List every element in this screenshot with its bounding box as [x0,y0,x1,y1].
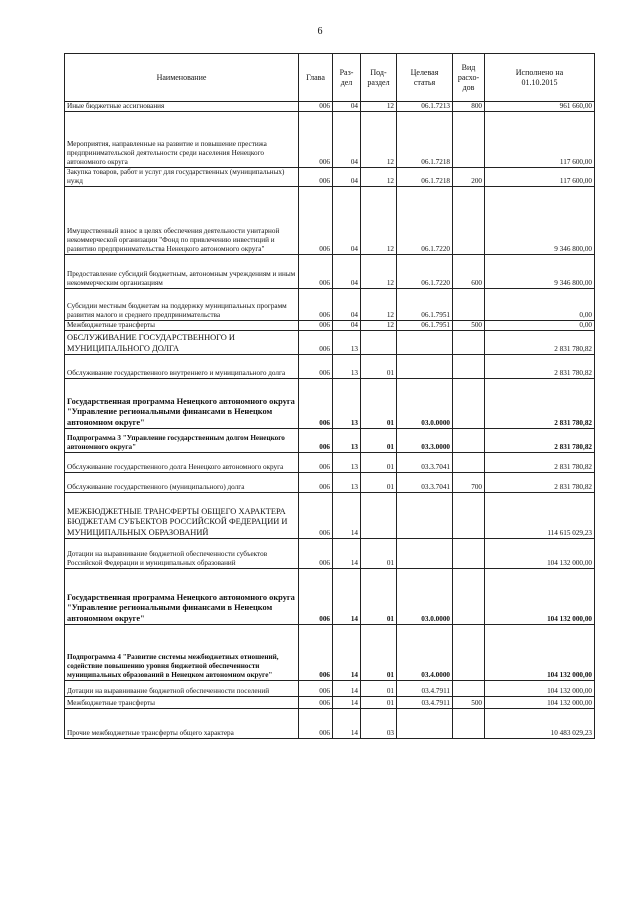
cell-razdel: 14 [333,681,361,697]
budget-table [64,53,595,739]
cell-sum: 961 660,00 [485,102,595,112]
cell-sum: 9 346 800,00 [485,187,595,255]
cell-vid: 600 [453,255,485,289]
cell-name: Предоставление субсидий бюджетным, автономным учреждениям и иным некоммерческим организациям [65,255,299,289]
cell-glava: 006 [299,112,333,168]
cell-sum: 10 483 029,23 [485,709,595,739]
cell-vid [453,355,485,379]
table-row [65,255,595,289]
page-number: 6 [317,26,323,37]
cell-name: ОБСЛУЖИВАНИЕ ГОСУДАРСТВЕННОГО И МУНИЦИПАЛЬНОГО ДОЛГА [65,331,299,355]
cell-glava: 006 [299,355,333,379]
header-statya: Целевая статья [397,54,453,102]
cell-statya [397,331,453,355]
cell-sum: 2 831 780,82 [485,453,595,473]
cell-name: Государственная программа Ненецкого автономного округа "Управление региональными финансами в Ненецком автономном округе" [65,379,299,429]
cell-statya: 03.4.7911 [397,697,453,709]
cell-vid [453,625,485,681]
cell-statya: 03.0.0000 [397,569,453,625]
cell-podrazdel: 01 [361,473,397,493]
cell-razdel: 04 [333,255,361,289]
cell-podrazdel: 01 [361,379,397,429]
cell-statya: 06.1.7213 [397,102,453,112]
cell-sum: 117 600,00 [485,168,595,187]
cell-sum: 104 132 000,00 [485,697,595,709]
cell-podrazdel: 01 [361,355,397,379]
cell-statya: 06.1.7218 [397,168,453,187]
cell-name: Мероприятия, направленные на развитие и повышение престижа предпринимательской деятельности среди населения Ненецкого автономного округа [65,112,299,168]
cell-glava: 006 [299,289,333,321]
cell-vid: 700 [453,473,485,493]
cell-vid [453,681,485,697]
cell-glava: 006 [299,681,333,697]
header-podrazdel: Под- раздел [361,54,397,102]
cell-podrazdel: 01 [361,453,397,473]
cell-sum: 0,00 [485,289,595,321]
cell-vid [453,187,485,255]
cell-razdel: 13 [333,473,361,493]
cell-razdel: 13 [333,453,361,473]
table-row [65,539,595,569]
cell-statya: 06.1.7218 [397,112,453,168]
cell-razdel: 13 [333,429,361,453]
cell-sum: 104 132 000,00 [485,681,595,697]
cell-podrazdel: 03 [361,709,397,739]
cell-razdel: 04 [333,112,361,168]
cell-name: Иные бюджетные ассигнования [65,102,299,112]
cell-vid [453,331,485,355]
cell-sum: 117 600,00 [485,112,595,168]
cell-podrazdel: 12 [361,255,397,289]
cell-statya [397,539,453,569]
cell-name: Субсидии местным бюджетам на поддержку муниципальных программ развития малого и среднего предпринимательства [65,289,299,321]
cell-razdel: 13 [333,379,361,429]
cell-sum: 9 346 800,00 [485,255,595,289]
cell-podrazdel: 01 [361,569,397,625]
cell-name: Подпрограмма 3 "Управление государственным долгом Ненецкого автономного округа" [65,429,299,453]
cell-glava: 006 [299,187,333,255]
cell-razdel: 04 [333,102,361,112]
cell-sum: 2 831 780,82 [485,331,595,355]
cell-sum: 2 831 780,82 [485,379,595,429]
cell-glava: 006 [299,625,333,681]
cell-glava: 006 [299,709,333,739]
cell-vid [453,539,485,569]
cell-name: Прочие межбюджетные трансферты общего характера [65,709,299,739]
cell-podrazdel: 01 [361,429,397,453]
cell-razdel: 04 [333,321,361,331]
cell-vid [453,289,485,321]
cell-razdel: 14 [333,539,361,569]
header-vid: Вид расхо- дов [453,54,485,102]
table-row [65,112,595,168]
cell-name: Имущественный взнос в целях обеспечения деятельности унитарной некоммерческой организации "Фонд по привлечению инвестиций и развитию предпринимательства Ненецкого автономного округа" [65,187,299,255]
cell-sum: 104 132 000,00 [485,569,595,625]
cell-razdel: 14 [333,625,361,681]
cell-vid [453,709,485,739]
cell-razdel: 04 [333,168,361,187]
cell-statya: 03.0.0000 [397,379,453,429]
cell-name: Государственная программа Ненецкого автономного округа "Управление региональными финансами в Ненецком автономном округе" [65,569,299,625]
cell-glava: 006 [299,453,333,473]
cell-podrazdel: 01 [361,697,397,709]
cell-vid [453,493,485,539]
cell-podrazdel [361,331,397,355]
cell-statya: 06.1.7220 [397,187,453,255]
cell-glava: 006 [299,255,333,289]
cell-name: Межбюджетные трансферты [65,697,299,709]
cell-podrazdel: 12 [361,321,397,331]
cell-glava: 006 [299,379,333,429]
cell-sum: 2 831 780,82 [485,429,595,453]
cell-razdel: 13 [333,331,361,355]
cell-name: Обслуживание государственного внутреннего и муниципального долга [65,355,299,379]
table-row [65,625,595,681]
table-row [65,187,595,255]
cell-razdel: 14 [333,569,361,625]
cell-vid [453,569,485,625]
cell-statya: 03.4.7911 [397,681,453,697]
table-row [65,321,595,331]
cell-name: Подпрограмма 4 "Развитие системы межбюджетных отношений, содействие повышению уровня бюджетной обеспеченности муниципальных образований в Ненецком автономном округе" [65,625,299,681]
table-row [65,493,595,539]
table-row [65,168,595,187]
table-row [65,709,595,739]
cell-statya [397,355,453,379]
cell-glava: 006 [299,102,333,112]
cell-glava: 006 [299,539,333,569]
cell-name: Обслуживание государственного (муниципального) долга [65,473,299,493]
header-sum: Исполнено на 01.10.2015 [485,54,595,102]
cell-podrazdel: 12 [361,112,397,168]
cell-sum: 104 132 000,00 [485,625,595,681]
table-row [65,379,595,429]
cell-name: Дотации на выравнивание бюджетной обеспеченности поселений [65,681,299,697]
cell-glava: 006 [299,493,333,539]
cell-statya [397,493,453,539]
cell-razdel: 14 [333,493,361,539]
header-razdel: Раз- дел [333,54,361,102]
cell-statya: 06.1.7951 [397,289,453,321]
table-row [65,331,595,355]
cell-statya: 06.1.7220 [397,255,453,289]
cell-glava: 006 [299,569,333,625]
cell-vid [453,453,485,473]
cell-podrazdel: 01 [361,625,397,681]
cell-podrazdel: 01 [361,681,397,697]
table-row [65,289,595,321]
table-row [65,453,595,473]
cell-vid: 200 [453,168,485,187]
cell-glava: 006 [299,473,333,493]
table-row [65,681,595,697]
cell-sum: 104 132 000,00 [485,539,595,569]
cell-statya: 03.3.7041 [397,453,453,473]
cell-vid: 500 [453,321,485,331]
cell-glava: 006 [299,429,333,453]
table-row [65,355,595,379]
cell-podrazdel: 12 [361,289,397,321]
cell-podrazdel: 01 [361,539,397,569]
cell-name: МЕЖБЮДЖЕТНЫЕ ТРАНСФЕРТЫ ОБЩЕГО ХАРАКТЕРА БЮДЖЕТАМ СУБЪЕКТОВ РОССИЙСКОЙ ФЕДЕРАЦИИ И МУНИЦИПАЛЬНЫХ ОБРАЗОВАНИЙ [65,493,299,539]
cell-statya: 03.4.0000 [397,625,453,681]
cell-sum: 2 831 780,82 [485,473,595,493]
cell-razdel: 14 [333,697,361,709]
table-header-row [65,54,595,102]
cell-glava: 006 [299,321,333,331]
table-row [65,473,595,493]
cell-name: Обслуживание государственного долга Ненецкого автономного округа [65,453,299,473]
cell-sum: 2 831 780,82 [485,355,595,379]
cell-name: Закупка товаров, работ и услуг для государственных (муниципальных) нужд [65,168,299,187]
cell-podrazdel: 12 [361,168,397,187]
cell-statya [397,709,453,739]
cell-razdel: 14 [333,709,361,739]
cell-vid [453,379,485,429]
cell-razdel: 04 [333,289,361,321]
cell-razdel: 04 [333,187,361,255]
cell-statya: 06.1.7951 [397,321,453,331]
cell-sum: 114 615 029,23 [485,493,595,539]
table-row [65,569,595,625]
header-name: Наименование [65,54,299,102]
cell-vid: 800 [453,102,485,112]
table-row [65,429,595,453]
cell-podrazdel: 12 [361,102,397,112]
header-glava: Глава [299,54,333,102]
cell-vid [453,112,485,168]
cell-statya: 03.3.0000 [397,429,453,453]
cell-statya: 03.3.7041 [397,473,453,493]
cell-glava: 006 [299,697,333,709]
cell-sum: 0,00 [485,321,595,331]
cell-glava: 006 [299,168,333,187]
table-row [65,102,595,112]
cell-name: Межбюджетные трансферты [65,321,299,331]
cell-podrazdel [361,493,397,539]
cell-razdel: 13 [333,355,361,379]
cell-vid [453,429,485,453]
table-row [65,697,595,709]
cell-podrazdel: 12 [361,187,397,255]
cell-glava: 006 [299,331,333,355]
cell-vid: 500 [453,697,485,709]
cell-name: Дотации на выравнивание бюджетной обеспеченности субъектов Российской Федерации и муниципальных образований [65,539,299,569]
table-body [65,102,595,739]
